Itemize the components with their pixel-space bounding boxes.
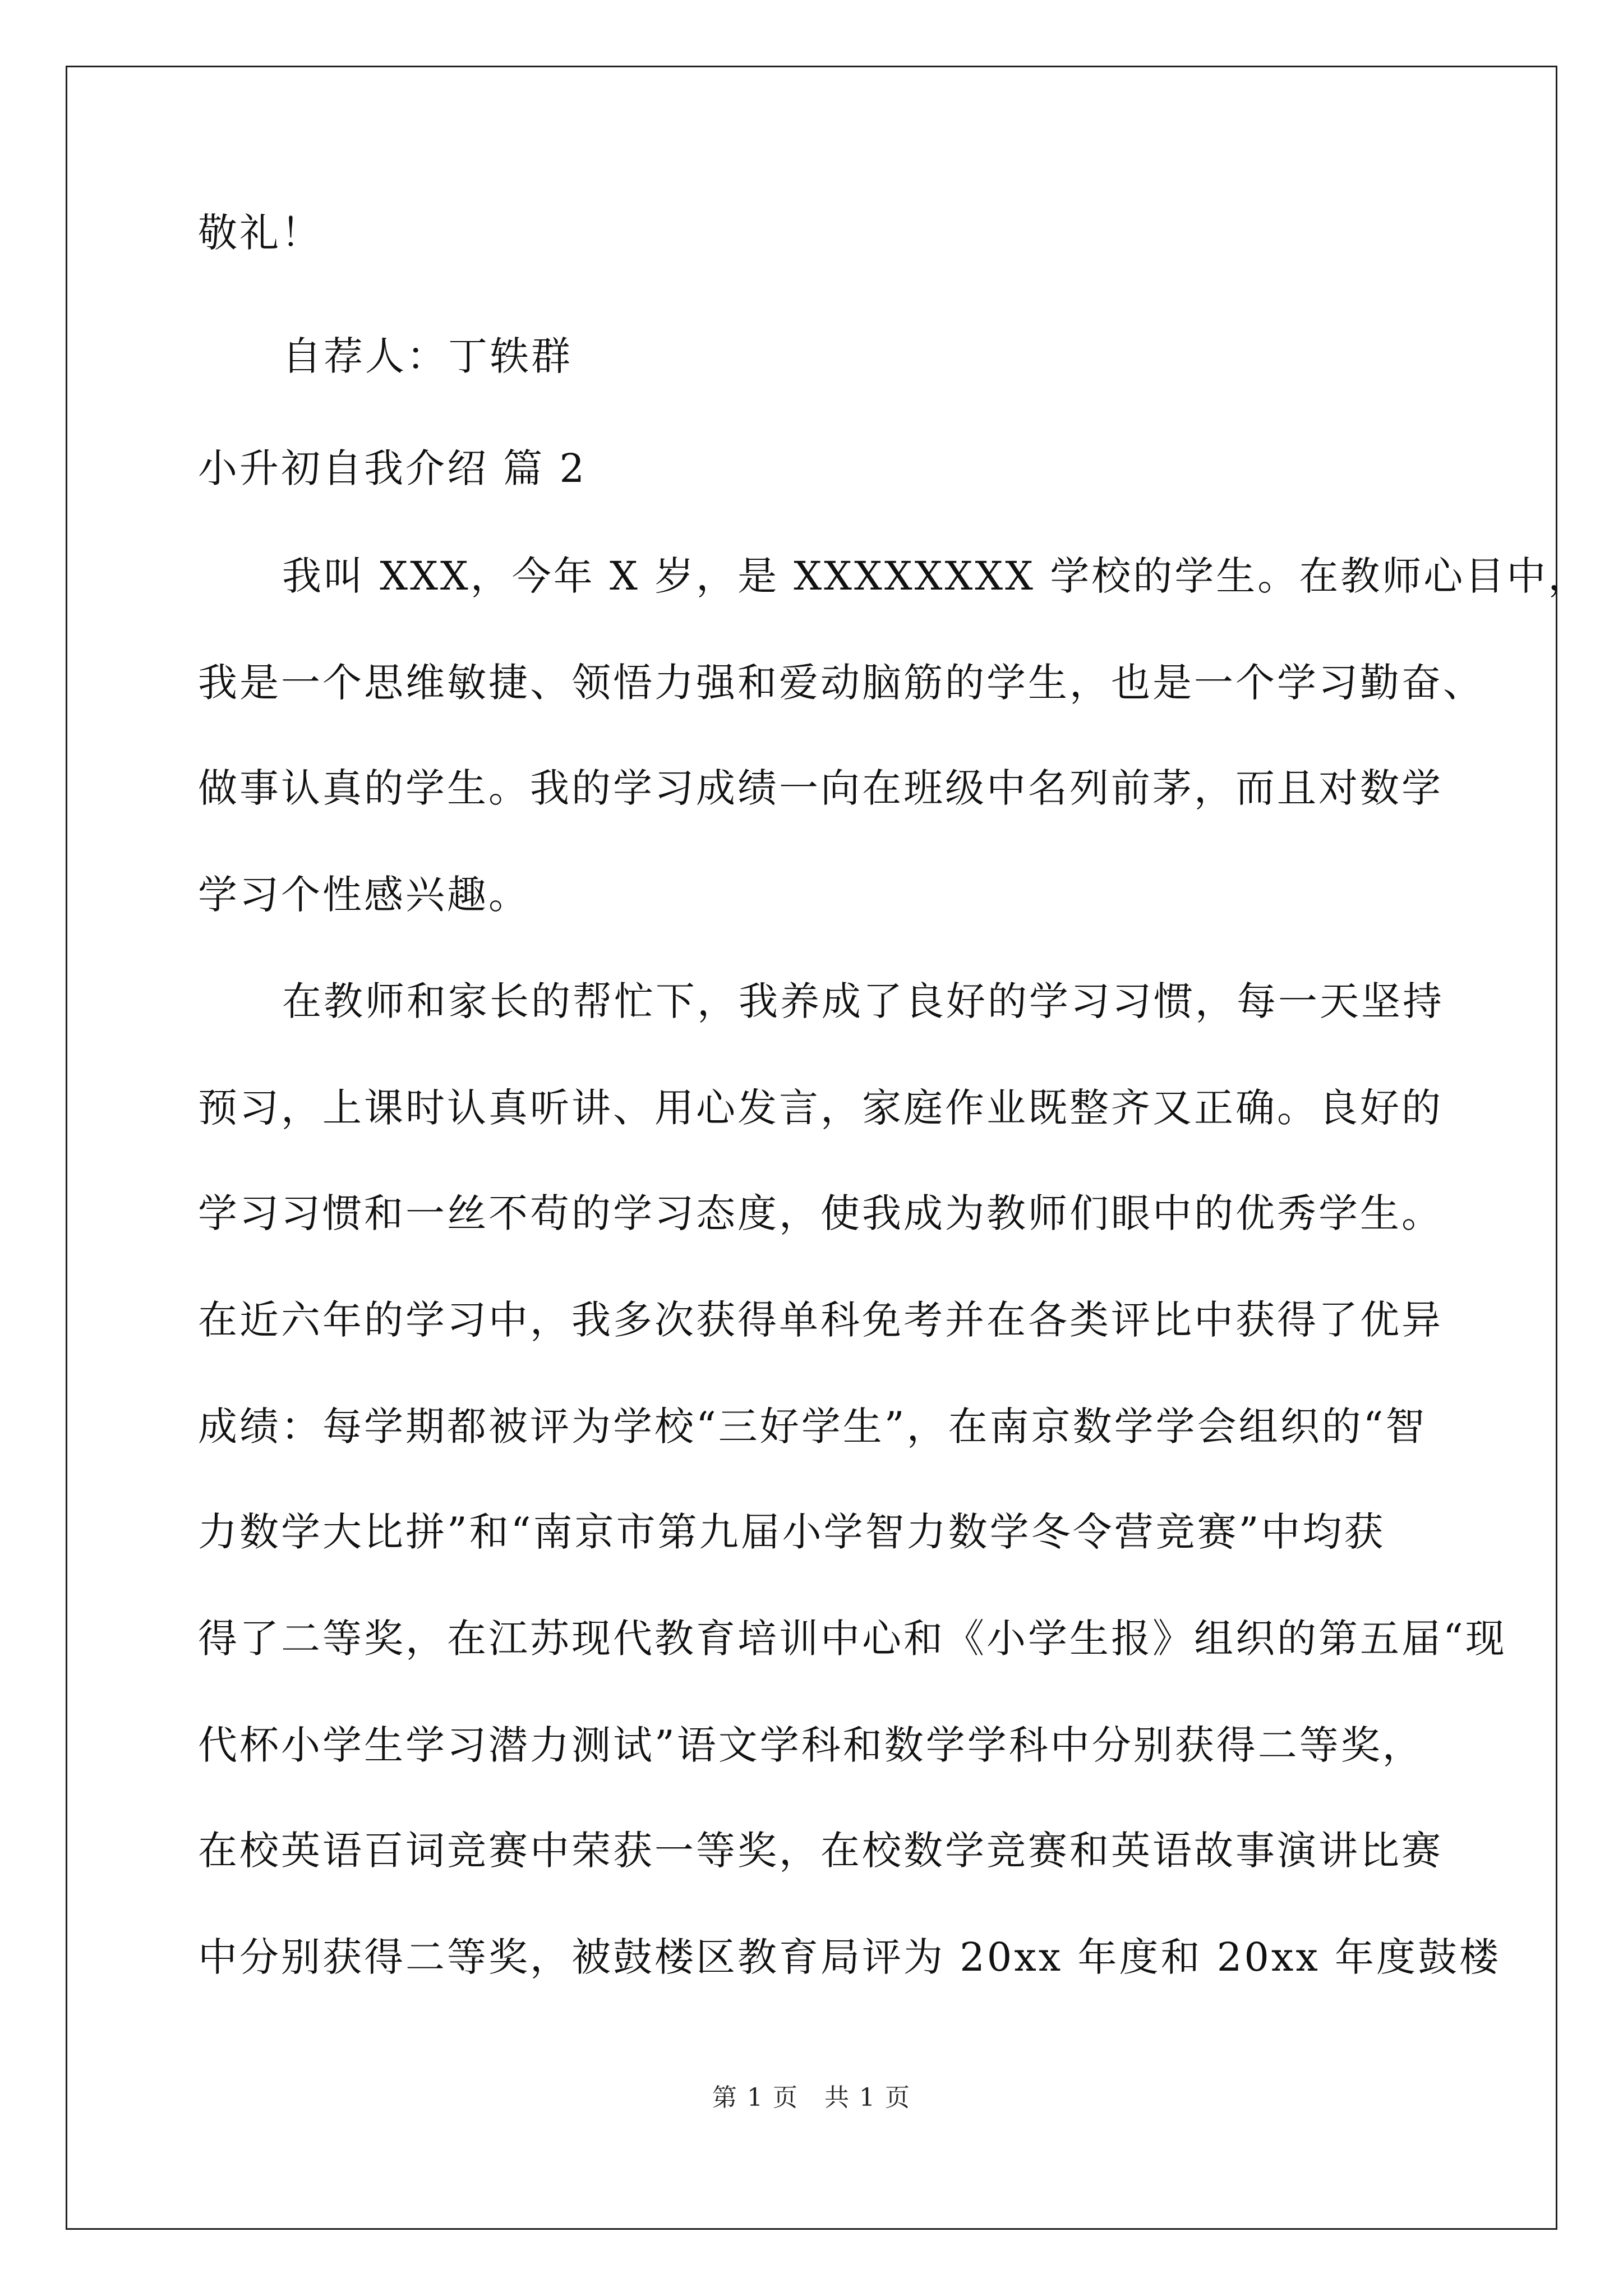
- body-line: 在教师和家长的帮忙下，我养成了良好的学习习惯，每一天坚持: [282, 978, 1444, 1024]
- page-footer: 第 1 页 共 1 页: [712, 2083, 911, 2112]
- body-line: 我叫 XXX，今年 X 岁，是 XXXXXXXX 学校的学生。在教师心目中，: [282, 553, 1590, 599]
- body-line: 我是一个思维敏捷、领悟力强和爱动脑筋的学生，也是一个学习勤奋、: [198, 660, 1484, 706]
- body-line: 代杯小学生学习潜力测试”语文学科和数学学科中分别获得二等奖，: [198, 1722, 1424, 1768]
- body-line: 学习个性感兴趣。: [198, 872, 530, 918]
- body-line: 在近六年的学习中，我多次获得单科免考并在各类评比中获得了优异: [198, 1297, 1443, 1343]
- body-line: 在校英语百词竞赛中荣获一等奖，在校数学竞赛和英语故事演讲比赛: [198, 1828, 1443, 1874]
- body-line: 学习习惯和一丝不苟的学习态度，使我成为教师们眼中的优秀学生。: [198, 1190, 1443, 1236]
- body-line: 中分别获得二等奖，被鼓楼区教育局评为 20xx 年度和 20xx 年度鼓楼: [198, 1934, 1501, 1980]
- signature-line: 自荐人：丁轶群: [282, 333, 573, 379]
- section-heading: 小升初自我介绍 篇 2: [198, 445, 587, 491]
- closing-salutation: 敬礼！: [198, 210, 322, 256]
- body-line: 预习，上课时认真听讲、用心发言，家庭作业既整齐又正确。良好的: [198, 1085, 1443, 1131]
- body-line: 成绩：每学期都被评为学校“三好学生”，在南京数学学会组织的“智: [198, 1404, 1427, 1450]
- body-line: 得了二等奖，在江苏现代教育培训中心和《小学生报》组织的第五届“现: [198, 1616, 1507, 1662]
- body-line: 做事认真的学生。我的学习成绩一向在班级中名列前茅，而且对数学: [198, 765, 1443, 811]
- page-frame: [66, 66, 1557, 2230]
- body-line: 力数学大比拼”和“南京市第九届小学智力数学冬令营竞赛”中均获: [198, 1509, 1386, 1555]
